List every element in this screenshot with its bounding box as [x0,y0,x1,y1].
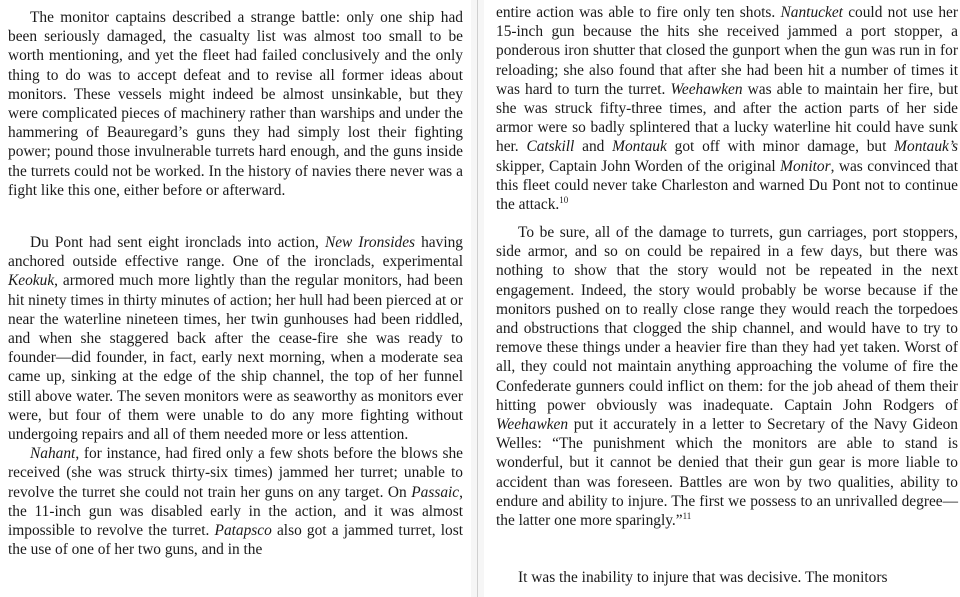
paragraph [8,8,463,200]
ship-name-italic: Monitor [780,157,831,175]
text-run: , was convinced that this fleet could never take Charleston and warned Du Pont not to continue the attack. [496,157,959,214]
gutter-divider [477,0,478,597]
text-run: put it accurately in a letter to Secretary of the Navy Gideon Welles: “The punishment which the monitors are able to stand is wonderful, but it cannot be denied that their gun gear is more liable to accident than was foreseen. Battles are won by two qualities, ability to endure and ability to injure. The first we possess to an unrivalled degree—the latter one more sparingly.” [496,416,958,530]
footnote-marker: 11 [682,510,692,521]
text-run: could not use her 15-inch gun because the hits she received jammed a port stopper, a ponderous iron shutter that closed the gunport when the gun was run in for reloading; she also found that after she had been hit a number of times it was hard to turn the turret. [496,4,958,98]
ship-name-italic: Montauk [612,138,667,156]
right-column [484,0,960,597]
text-run: Du Pont had sent eight ironclads into action, [30,234,325,251]
text-run: , armored much more lightly than the regular monitors, had been hit ninety times in thirty minutes of action; her hull had been pierced at or near the waterline nineteen times, her twin gunhouses had been riddled, and when she staggered back after the cease-fire she was ready to founder—did founder, in fact, early next morning, when a moderate sea came up, sinking at the edge of the ship channel, the top of her funnel still above water. The seven monitors were as seaworthy as monitors ever were, but four of them were unable to do any more fighting without undergoing repairs and all of them needed more or less attention. [8,272,463,444]
text-run: was able to maintain her fire, but she was struck fifty-three times, and after the action parts of her side armor were so badly splintered that a lucky waterline hit could have sunk her. [496,80,958,156]
ship-name-italic: Weehawken [496,416,569,434]
text-run: The monitor captains described a strange battle: only one ship had been seriously damaged, the casualty list was almost too small to be worth mentioning, and yet the fleet had failed conclusively and the only thing to do was to accept defeat and to revise all former ideas about monitors. These vessels might indeed be almost unsinkable, but they were complicated pieces of machinery rather than warships and under the hammering of Beauregard’s guns they had simply lost their fighting power; pound those invulnerable turrets hard enough, and the guns inside the turrets could not be worked. In the history of navies there never was a fight like this one, either before or afterward. [8,9,463,199]
ship-name-italic: Keokuk [8,272,55,290]
ship-name-italic: Catskill [526,138,575,156]
text-run: , for instance, had fired only a few shots before the blows she received (she was struck thirty-six times) jammed her turret; unable to revolve the turret she could not train her guns on any target. On [8,445,463,501]
text-run: got off with minor damage, but [666,138,895,156]
footnote-marker: 10 [559,194,569,205]
text-run: also got a jammed turret, lost the use of one of her two guns, and in the [8,522,463,559]
text-run: and [574,138,613,156]
paragraph [496,568,958,587]
paragraph [496,3,958,214]
text-run: entire action was able to fire only ten shots. [496,4,781,21]
left-column [0,0,471,597]
ship-name-italic: Montauk’s [894,138,959,156]
ship-name-italic: New Ironsides [324,234,416,251]
paragraph [8,233,463,559]
ship-name-italic: Patapsco [214,522,272,540]
paragraph [496,223,958,530]
ship-name-italic: Passaic [411,483,460,501]
text-run: , the 11-inch gun was disabled early in the action, and it was almost impossible to revolve the turret. [8,483,463,540]
ship-name-italic: Nantucket [780,4,843,21]
ship-name-italic: Weehawken [670,80,743,98]
text-run: It was the inability to injure that was decisive. The monitors [518,569,888,586]
text-run: skipper, Captain John Worden of the original [496,157,781,175]
text-run: To be sure, all of the damage to turrets, gun carriages, port stoppers, side armor, and so on could be repaired in a few days, but there was nothing to show that the story would not be repeated in the next engagement. Indeed, the story would probably be worse because if the monitors pushed on to really close range they would reach the torpedoes and obstructions that clogged the ship channel, and would have to try to remove these things under a heavier fire than they had yet taken. Worst of all, they could not maintain anything approaching the volume of fire the Confederate gunners could inflict on them: for the job ahead of them their hitting power obviously was inadequate. Captain John Rodgers of [496,224,958,414]
text-run: having anchored outside effective range. One of the ironclads, experimental [8,234,463,271]
ship-name-italic: Nahant [30,445,76,463]
